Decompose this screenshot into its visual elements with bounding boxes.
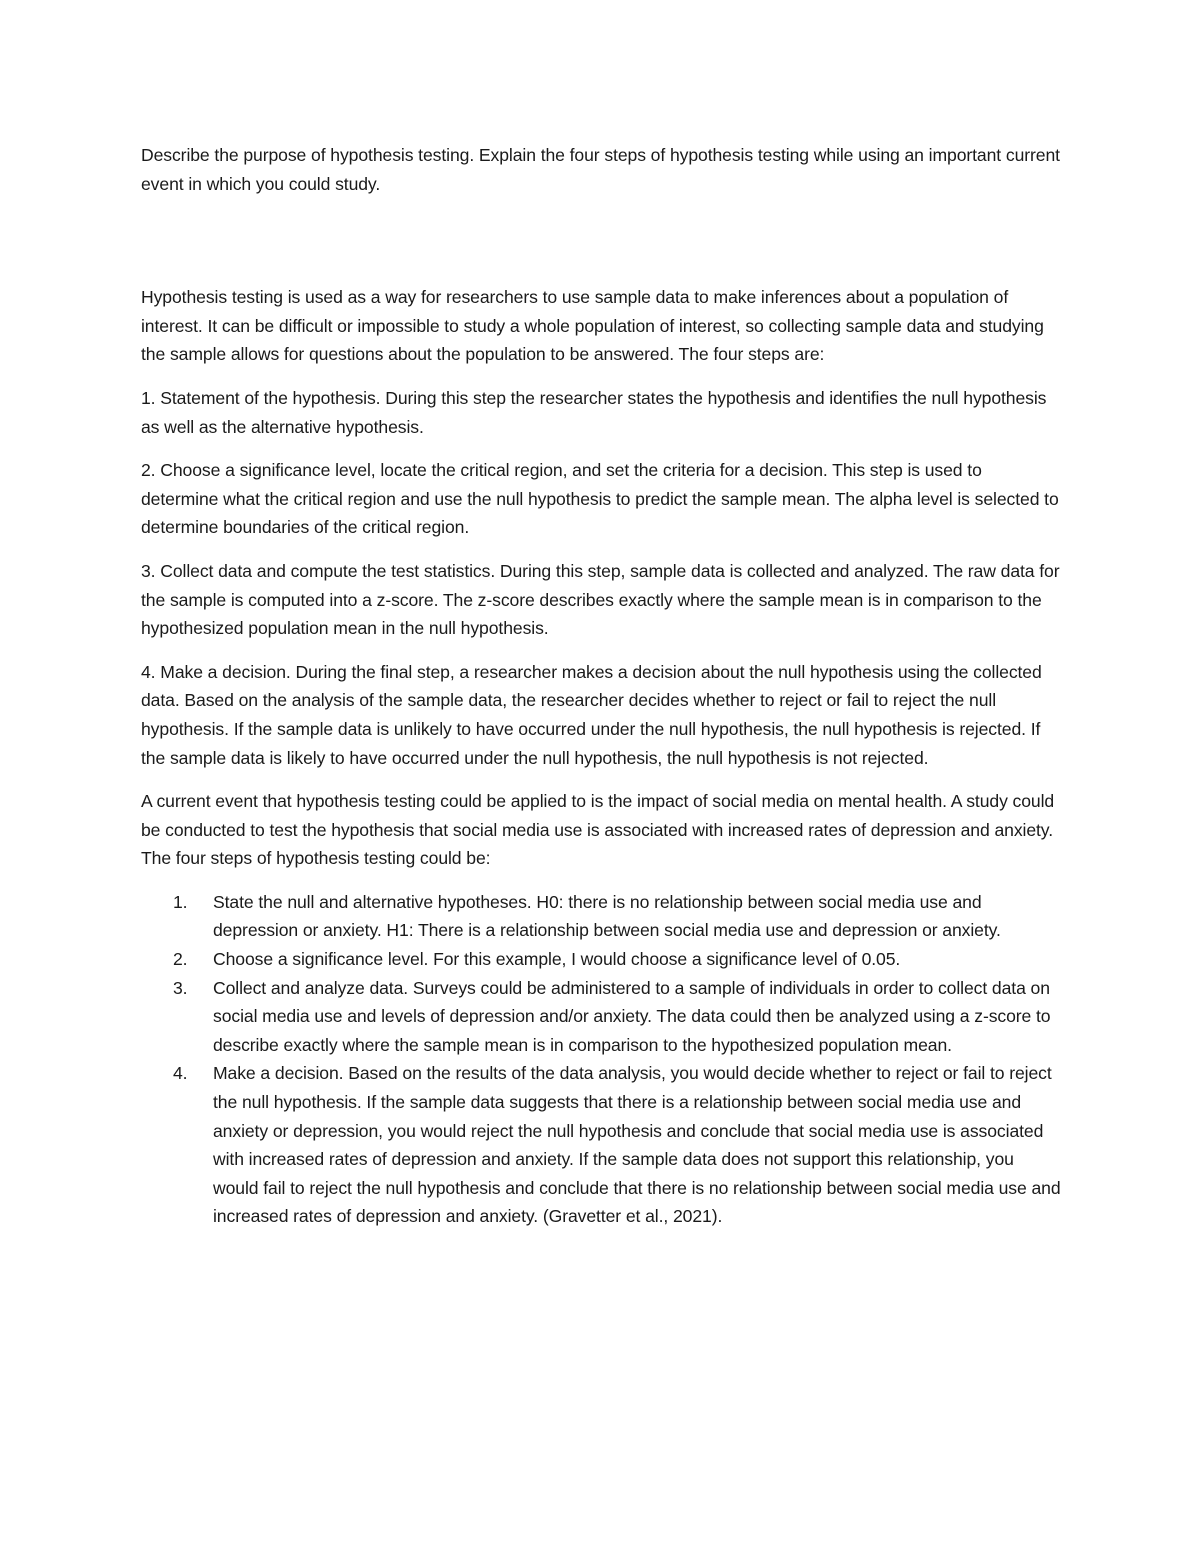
list-item-text: State the null and alternative hypotheses. H0: there is no relationship between social media use and depression or anxiety. H1: There is a relationship between social media use and depression or anxiety. [213,891,1001,941]
list-item-number: 2. [173,949,188,970]
list-item [141,1059,1061,1231]
list-item [141,888,1061,945]
current-event-paragraph: A current event that hypothesis testing could be applied to is the impact of social media on mental health. A study could be conducted to test the hypothesis that social media use is associated with increased rates of depression and anxiety. The four steps of hypothesis testing could be: [141,791,1055,869]
list-item-text: Make a decision. Based on the results of the data analysis, you would decide whether to reject or fail to reject the null hypothesis. If the sample data suggests that there is a relationship between social media use and anxiety or depression, you would reject the null hypothesis and conclude that social media use is associated with increased rates of depression and anxiety. If the sample data does not support this relationship, you would fail to reject the null hypothesis and conclude that there is no relationship between social media use and increased rates of depression and anxiety. (Gravetter et al., 2021). [213,1063,1061,1227]
question-text: Describe the purpose of hypothesis testing. Explain the four steps of hypothesis testing while using an important current event in which you could study. [141,145,1060,194]
list-item [141,974,1061,1060]
list-item [141,945,1061,974]
list-item-text: Choose a significance level. For this example, I would choose a significance level of 0.05. [213,949,901,970]
document-body [141,141,1061,1231]
intro-paragraph: Hypothesis testing is used as a way for researchers to use sample data to make inferences about a population of interest. It can be difficult or impossible to study a whole population of interest, so collecting sample data and studying the sample allows for questions about the population to be answered. The four steps are: [141,287,1044,365]
list-item-number: 3. [173,977,188,998]
step-2-paragraph: 2. Choose a significance level, locate the critical region, and set the criteria for a decision. This step is used to determine what the critical region and use the null hypothesis to predict the sample mean. The alpha level is selected to determine boundaries of the critical region. [141,460,1059,538]
list-item-text: Collect and analyze data. Surveys could be administered to a sample of individuals in order to collect data on social media use and levels of depression and/or anxiety. The data could then be analyzed using a z-score to describe exactly where the sample mean is in comparison to the hypothesized population mean. [213,977,1051,1055]
step-4-paragraph: 4. Make a decision. During the final step, a researcher makes a decision about the null hypothesis using the collected data. Based on the analysis of the sample data, the researcher decides whether to reject or fail to reject the null hypothesis. If the sample data is unlikely to have occurred under the null hypothesis, the null hypothesis is rejected. If the sample data is likely to have occurred under the null hypothesis, the null hypothesis is not rejected. [141,661,1042,768]
list-item-number: 4. [173,1063,188,1084]
list-item-number: 1. [173,891,188,912]
example-steps-list [141,888,1061,1231]
step-3-paragraph: 3. Collect data and compute the test statistics. During this step, sample data is collected and analyzed. The raw data for the sample is computed into a z-score. The z-score describes exactly where the sample mean is in comparison to the hypothesized population mean in the null hypothesis. [141,560,1060,639]
step-1-paragraph: 1. Statement of the hypothesis. During this step the researcher states the hypothesis and identifies the null hypothesis as well as the alternative hypothesis. [141,387,1047,437]
